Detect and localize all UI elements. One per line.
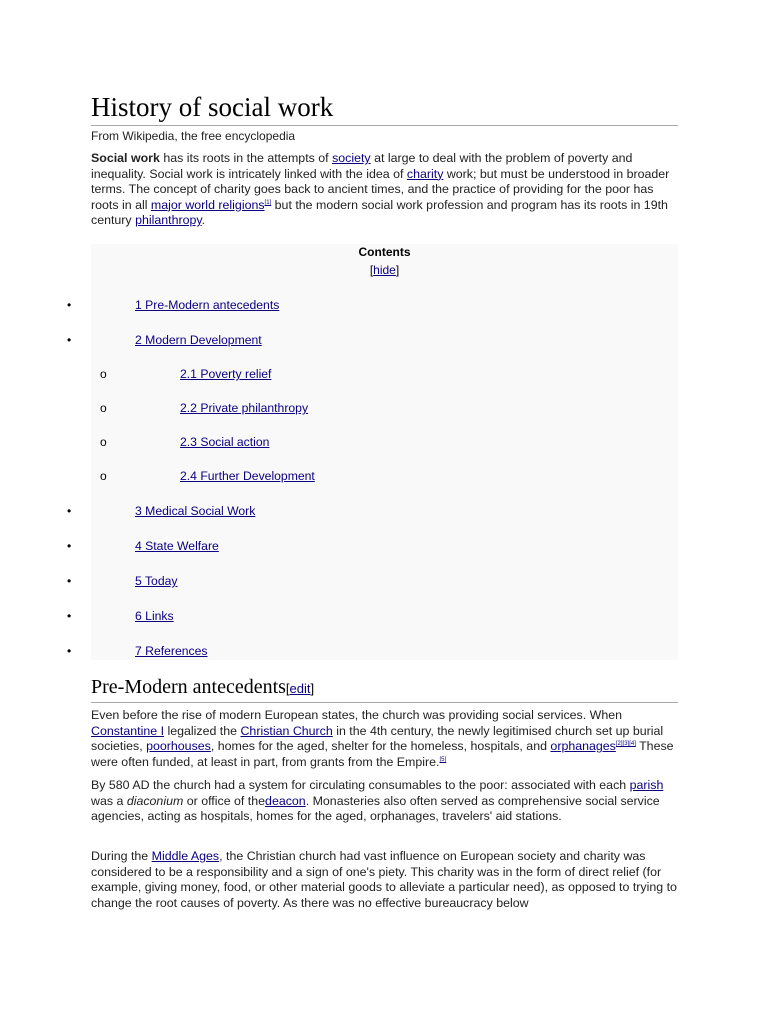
- link-christian-church[interactable]: Christian Church: [240, 723, 333, 738]
- ref-link[interactable]: [2][3][4]: [615, 741, 636, 748]
- link-charity[interactable]: charity: [406, 166, 444, 181]
- para-text: Even before the rise of modern European states, the church was providing social services. When: [91, 708, 623, 722]
- link-parish[interactable]: parish: [629, 778, 664, 792]
- section-paragraph-3: [91, 849, 681, 911]
- intro-text: at large to deal with the problem of poverty and inequality. Social work is intricately linked with the idea of: [91, 151, 633, 181]
- toc-item-references[interactable]: 7 References: [135, 644, 208, 658]
- toc-item-today[interactable]: 5 Today: [135, 574, 178, 588]
- intro-text: work; but must be understood in broader terms. The concept of charity goes back to ancient times, and the practice of providing for the poor has roots in all: [91, 166, 670, 212]
- link-constantine[interactable]: Constantine I: [91, 723, 165, 738]
- toc-title: Contents: [358, 245, 411, 259]
- toc-subbullet: o: [100, 367, 107, 381]
- toc-subbullet: o: [100, 401, 107, 415]
- toc-bullet: •: [67, 574, 72, 588]
- toc-item-poverty-relief[interactable]: 2.1 Poverty relief: [180, 367, 272, 381]
- toc-item-modern-development[interactable]: 2 Modern Development: [135, 333, 262, 347]
- link-poorhouses[interactable]: poorhouses: [146, 739, 211, 754]
- link-orphanages[interactable]: orphanages: [550, 739, 616, 754]
- para-text: During the: [91, 849, 152, 863]
- para-text: By 580 AD the church had a system for circulating consumables to the poor: associated with each: [91, 778, 630, 792]
- intro-paragraph: [91, 151, 681, 229]
- toc-item-further-development[interactable]: 2.4 Further Development: [180, 469, 315, 483]
- edit-bracket: [: [285, 681, 290, 696]
- toc-bullet: •: [67, 333, 72, 347]
- link-major-world-religions[interactable]: major world religions: [150, 197, 265, 212]
- section-heading-pre-modern: [91, 674, 678, 703]
- term-diaconium: diaconium: [126, 793, 184, 808]
- para-text: was a: [91, 793, 127, 808]
- para-text: , the Christian church had vast influence on European society and charity was considered to be a responsibility and a sign of one's piety. This charity was in the form of direct relief (for example, giving money, food, or other material goods to alleviate a particular need), as opposed to trying to change the root causes of poverty. As there was no effective bureaucracy below: [91, 849, 677, 910]
- toc-bullet: •: [67, 644, 72, 658]
- section-heading-text: Pre-Modern antecedents: [91, 676, 286, 698]
- para-text: or office of the: [183, 793, 266, 808]
- toc-bullet: •: [67, 298, 72, 312]
- toc-subbullet: o: [100, 469, 107, 483]
- toc-hide-bracket: ]: [395, 263, 400, 277]
- section-paragraph-1: [91, 708, 681, 770]
- ref-link[interactable]: [5]: [439, 756, 447, 763]
- toc-item-private-philanthropy[interactable]: 2.2 Private philanthropy: [180, 401, 309, 415]
- para-text: , homes for the aged, shelter for the homeless, hospitals, and: [210, 739, 551, 754]
- para-text: These were often funded, at least in part, from grants from the Empire.: [91, 739, 674, 769]
- tagline: From Wikipedia, the free encyclopedia: [91, 129, 296, 143]
- toc-hide-bracket: [: [369, 263, 374, 277]
- page-title: History of social work: [91, 90, 678, 126]
- link-deacon[interactable]: deacon: [265, 793, 306, 808]
- toc-bullet: •: [67, 609, 72, 623]
- edit-bracket: ]: [310, 681, 315, 696]
- section-paragraph-2: [91, 778, 681, 825]
- toc-subbullet: o: [100, 435, 107, 449]
- para-text: in the 4th century, the newly legitimised church set up burial societies,: [91, 723, 664, 754]
- section-edit-control: [286, 681, 314, 696]
- toc-bullet: •: [67, 504, 72, 518]
- link-society[interactable]: society: [332, 151, 371, 165]
- intro-text: .: [201, 213, 206, 228]
- section-edit-link[interactable]: edit: [289, 681, 311, 696]
- toc-item-pre-modern[interactable]: 1 Pre-Modern antecedents: [135, 298, 280, 312]
- toc-bullet: •: [67, 539, 72, 553]
- link-middle-ages[interactable]: Middle Ages: [151, 849, 220, 863]
- para-text: legalized the: [164, 723, 241, 738]
- ref-link[interactable]: [1]: [264, 199, 272, 206]
- toc-hide-link[interactable]: hide: [373, 263, 396, 277]
- toc-item-links[interactable]: 6 Links: [135, 609, 174, 623]
- para-text: . Monasteries also often served as comprehensive social service agencies, acting as hospitals, homes for the aged, orphanages, travelers' aid stations.: [91, 793, 660, 824]
- intro-bold-term: Social work: [91, 151, 160, 165]
- toc-hide-control: [91, 263, 678, 277]
- toc-item-medical-social-work[interactable]: 3 Medical Social Work: [135, 504, 256, 518]
- toc-item-social-action[interactable]: 2.3 Social action: [180, 435, 270, 449]
- link-philanthropy[interactable]: philanthropy: [135, 213, 202, 228]
- intro-text: but the modern social work profession and program has its roots in 19th century: [91, 197, 668, 228]
- intro-text: has its roots in the attempts of: [159, 151, 333, 165]
- toc-item-state-welfare[interactable]: 4 State Welfare: [135, 539, 219, 553]
